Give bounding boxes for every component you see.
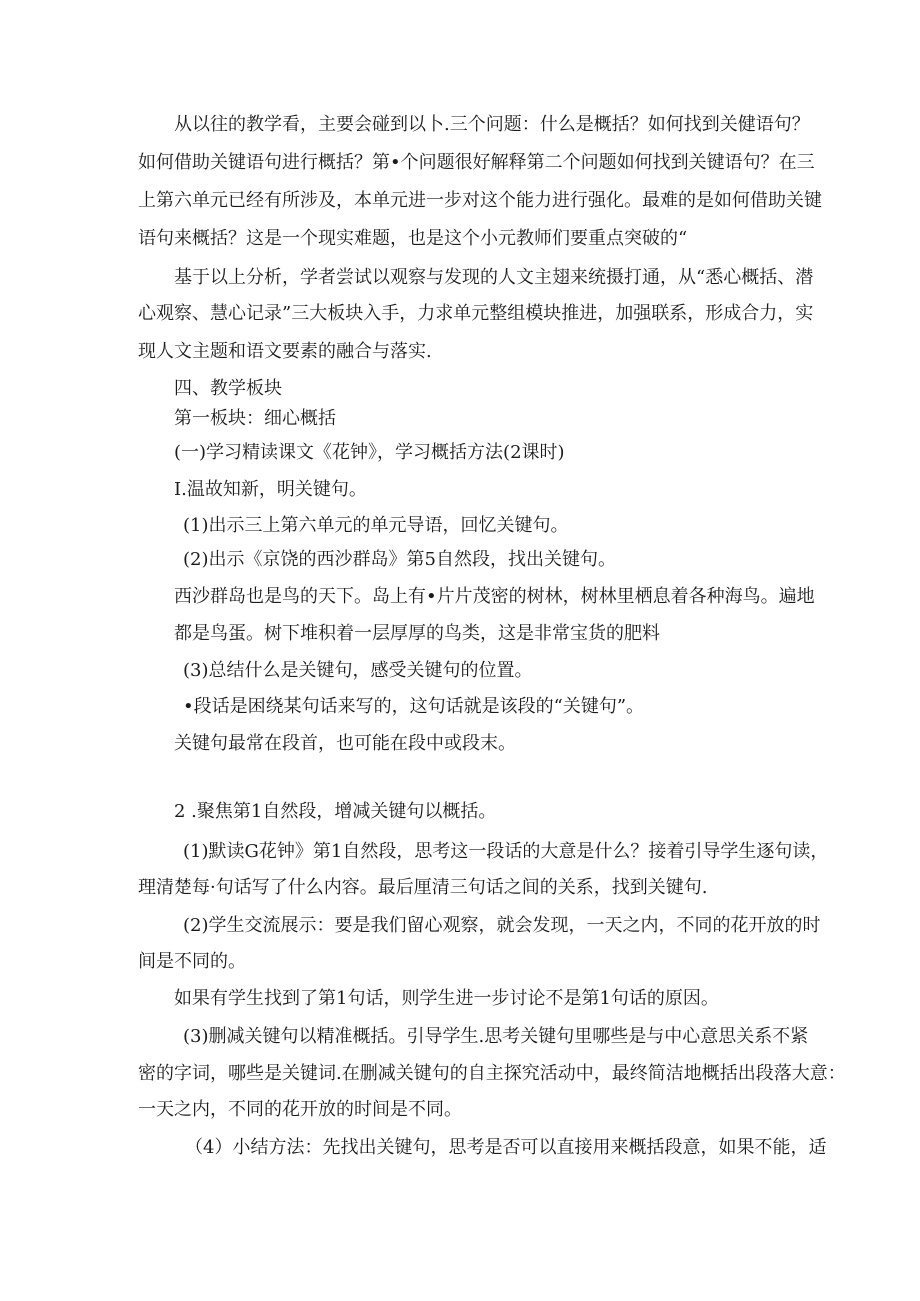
para2-line1: 基于以上分析，学者尝试以观察与发现的人文主翅来统摄打通，从“悉心概括、潜 bbox=[174, 267, 814, 288]
bullet-definition: •段话是困绕某句话来写的，这句话就是该段的“关键句”。 bbox=[183, 696, 645, 717]
item-2-note: 如果有学生找到了第1句话，则学生进一步讨论不是第1句话的原因。 bbox=[174, 988, 719, 1009]
key-position-note: 关键句最常在段首，也可能在段中或段末。 bbox=[174, 733, 516, 754]
section-heading: 四、教学板块 bbox=[174, 378, 282, 399]
item-2-3-line3: 一天之内，不同的花开放的时间是不同。 bbox=[138, 1099, 462, 1120]
block-heading: 第一板块：细心概括 bbox=[174, 408, 336, 429]
quote-line1: 西沙群岛也是鸟的天下。岛上有•片片茂密的树林，树林里栖息着各种海鸟。遍地 bbox=[174, 586, 815, 607]
item-2-2-line2: 间是不同的。 bbox=[138, 951, 246, 972]
para1-line4: 语句来概括？这是一个现实难题，也是这个小元教师们要重点突破的“ bbox=[138, 228, 688, 249]
para1-line1: 从以往的教学看，主要会碰到以卜.三个问题：什么是概括？如何找到关健语句？ bbox=[174, 114, 810, 135]
item-2-3-line1: (3)删减关键句以精准概括。引导学生.思考关键句里哪些是与中心意思关系不紧 bbox=[183, 1026, 809, 1047]
para2-line3: 现人文主题和语文要素的融合与落实. bbox=[138, 341, 432, 362]
subsection-heading: (一)学习精读课文《花钟》，学习概括方法(2课时) bbox=[174, 442, 565, 463]
item-2-1-line2: 理清楚每·句话写了什么内容。最后厘清三句话之间的关系，找到关键句. bbox=[138, 877, 708, 898]
item-1: I.温故知新，明关键句。 bbox=[174, 479, 367, 500]
item-2-3-line2: 密的字词，哪些是关键词.在删减关键句的自主探究活动中，最终简洁地概括出段落大意： bbox=[138, 1063, 846, 1084]
para1-line3: 上第六单元已经有所涉及，本单元进一步对这个能力进行强化。最难的是如何借助关键 bbox=[138, 190, 822, 211]
item-1-2: (2)出示《京饶的西沙群岛》第5自然段，找出关键句。 bbox=[183, 549, 616, 570]
item-1-1: (1)出示三上第六单元的单元导语，回忆关键句。 bbox=[183, 515, 569, 536]
item-1-3: (3)总结什么是关键句，感受关键句的位置。 bbox=[183, 660, 533, 681]
item-2: 2 .聚焦第1自然段，增减关键句以概括。 bbox=[174, 801, 497, 822]
para1-line2: 如何借助关键语句进行概括？第•个问题很好解释第二个问题如何找到关键语句？在三 bbox=[138, 152, 815, 173]
item-2-2-line1: (2)学生交流展示：要是我们留心观察，就会发现，一天之内，不同的花开放的时 bbox=[183, 915, 821, 936]
para2-line2: 心观察、慧心记录”三大板块入手，力求单元整组模块推进，加强联系，形成合力，实 bbox=[138, 303, 814, 324]
item-2-4: （4）小结方法：先找出关键句，思考是否可以直接用来概括段意，如果不能，适 bbox=[185, 1137, 827, 1158]
item-2-1-line1: (1)默读G花钟》第1自然段，思考这一段话的大意是什么？接着引导学生逐句读， bbox=[183, 841, 829, 862]
quote-line2: 都是鸟蛋。树下堆积着一层厚厚的鸟类，这是非常宝货的肥料 bbox=[174, 623, 660, 644]
